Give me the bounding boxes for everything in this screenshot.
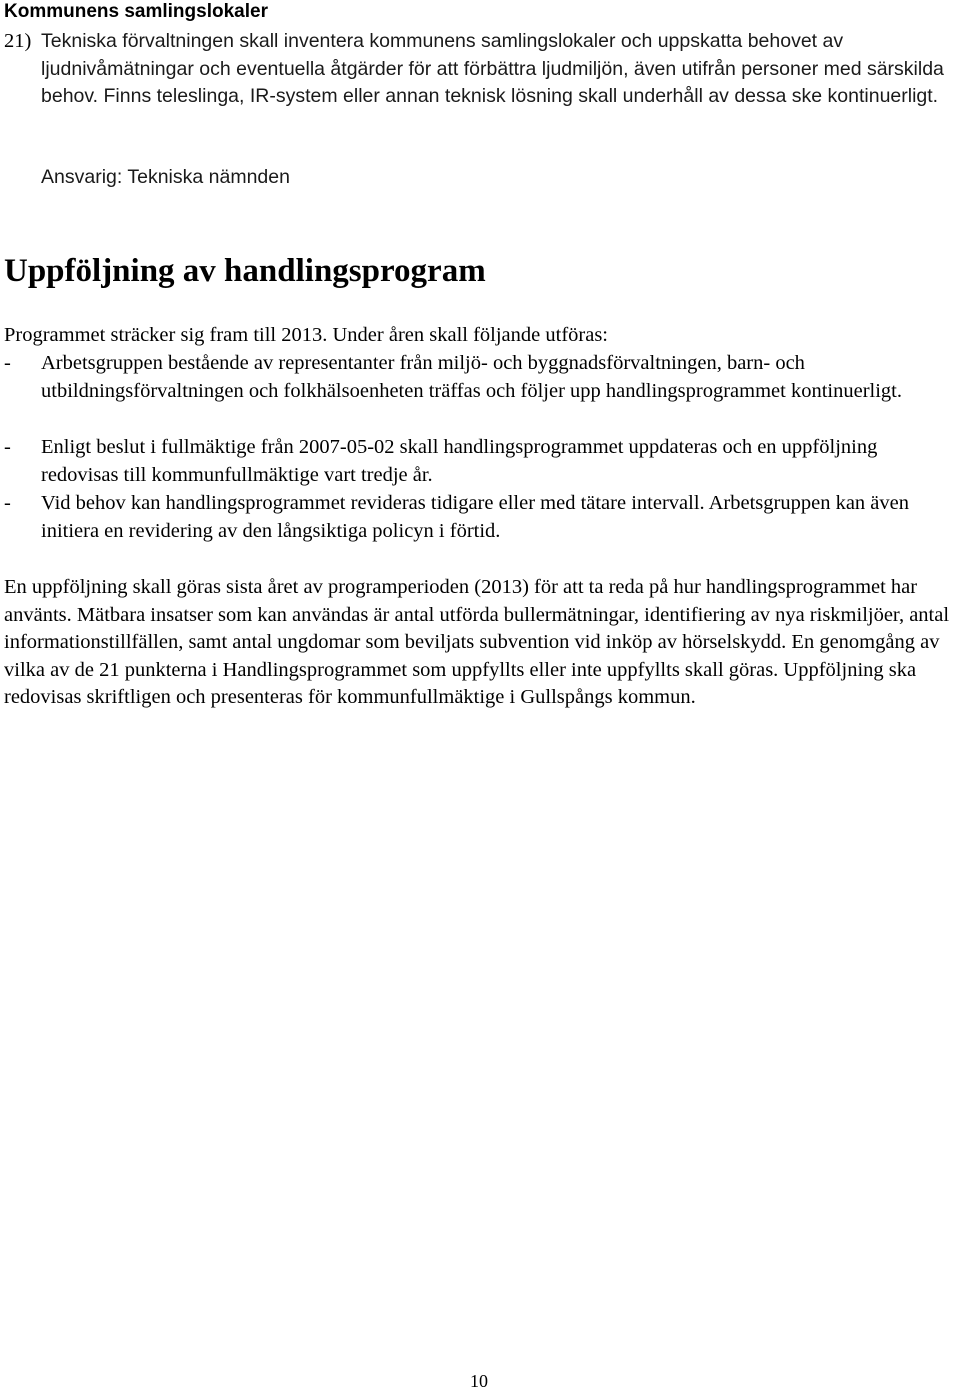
- item-text: Tekniska förvaltningen skall inventera kommunens samlingslokaler och uppskatta behovet av ljudnivåmätningar och eventuella åtgärder för att förbättra ljudmiljön, även utifrån personer med särskilda behov. Finns teleslinga, IR-system eller annan teknisk lösning skall underhåll av dessa ske kontinuerligt.: [41, 30, 944, 107]
- bullet-dash: -: [4, 436, 11, 458]
- bullet-item: [4, 350, 958, 405]
- bullet-dash: -: [4, 352, 11, 374]
- bullet-item: [4, 434, 958, 489]
- item-number: 21): [4, 30, 32, 52]
- responsible-line: Ansvarig: Tekniska nämnden: [41, 166, 290, 188]
- bullet-dash: -: [4, 492, 11, 514]
- section-heading: Kommunens samlingslokaler: [4, 1, 268, 22]
- list-item: [4, 28, 956, 111]
- intro-paragraph: Programmet sträcker sig fram till 2013. Under åren skall följande utföras:: [4, 324, 608, 346]
- page-number: 10: [470, 1371, 488, 1391]
- bullet-text: Vid behov kan handlingsprogrammet revideras tidigare eller med tätare intervall. Arbetsgruppen kan även initiera en revidering av den långsiktiga policyn i förtid.: [41, 492, 910, 542]
- bullet-text: Arbetsgruppen bestående av representanter från miljö- och byggnadsförvaltningen, barn- och utbildningsförvaltningen och folkhälsoenheten träffas och följer upp handlingsprogrammet kontinuerligt.: [41, 352, 902, 402]
- closing-paragraph: En uppföljning skall göras sista året av programperioden (2013) för att ta reda på hur handlingsprogrammet har använts. Mätbara insatser som kan användas är antal utförda bullermätningar, identifiering av nya riskmiljöer, antal informationstillfällen, samt antal ungdomar som beviljats subvention vid inköp av hörselskydd. En genomgång av vilka av de 21 punkterna i Handlingsprogrammet som uppfyllts eller inte uppfyllts skall göras. Uppföljning ska redovisas skriftligen och presenteras för kommunfullmäktige i Gullspångs kommun.: [4, 576, 950, 708]
- bullet-text: Enligt beslut i fullmäktige från 2007-05-02 skall handlingsprogrammet uppdateras och en uppföljning redovisas till kommunfullmäktige vart tredje år.: [41, 436, 878, 486]
- page-title: Uppföljning av handlingsprogram: [4, 253, 486, 289]
- bullet-item: [4, 490, 958, 545]
